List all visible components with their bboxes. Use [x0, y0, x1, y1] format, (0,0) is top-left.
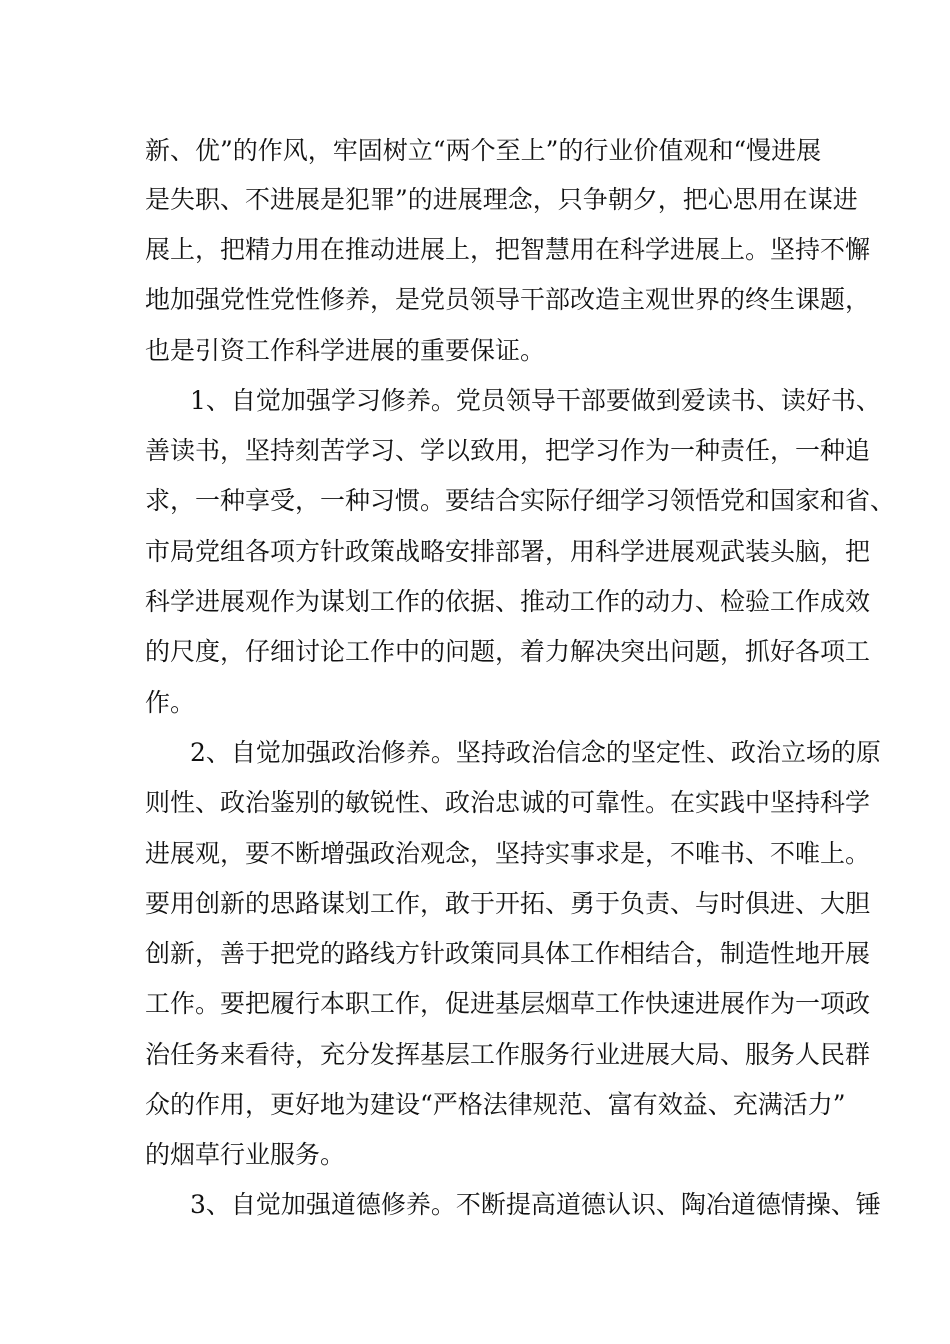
text-line: 要用创新的思路谋划工作，敢于开拓、勇于负责、与时俱进、大胆 [145, 889, 871, 918]
text-line: 众的作用，更好地为建设“严格法律规范、富有效益、充满活力” [145, 1090, 846, 1119]
text-line: 2、自觉加强政治修养。坚持政治信念的坚定性、政治立场的原 [190, 738, 881, 767]
text-line: 的尺度，仔细讨论工作中的问题，着力解决突出问题，抓好各项工 [145, 637, 871, 666]
text-line: 创新，善于把党的路线方针政策同具体工作相结合，制造性地开展 [145, 939, 871, 968]
text-line: 展上，把精力用在推动进展上，把智慧用在科学进展上。坚持不懈 [145, 235, 871, 264]
text-line: 治任务来看待，充分发挥基层工作服务行业进展大局、服务人民群 [145, 1040, 871, 1069]
text-line: 求，一种享受，一种习惯。要结合实际仔细学习领悟党和国家和省、 [145, 486, 896, 515]
text-line: 是失职、不进展是犯罪”的进展理念，只争朝夕，把心思用在谋进 [145, 185, 858, 214]
text-line: 新、优”的作风，牢固树立“两个至上”的行业价值观和“慢进展 [145, 136, 822, 165]
text-line: 善读书，坚持刻苦学习、学以致用，把学习作为一种责任，一种追 [145, 436, 871, 465]
text-line: 进展观，要不断增强政治观念，坚持实事求是，不唯书、不唯上。 [145, 839, 871, 868]
text-line: 也是引资工作科学进展的重要保证。 [145, 336, 546, 365]
text-line: 的烟草行业服务。 [145, 1140, 346, 1169]
text-line: 1、自觉加强学习修养。党员领导干部要做到爱读书、读好书、 [190, 386, 881, 415]
text-line: 则性、政治鉴别的敏锐性、政治忠诚的可靠性。在实践中坚持科学 [145, 788, 871, 817]
text-line: 市局党组各项方针政策战略安排部署，用科学进展观武装头脑，把 [145, 537, 871, 566]
text-line: 3、自觉加强道德修养。不断提高道德认识、陶冶道德情操、锤 [190, 1190, 881, 1219]
text-line: 作。 [145, 688, 196, 717]
text-line: 工作。要把履行本职工作，促进基层烟草工作快速进展作为一项政 [145, 989, 871, 1018]
text-line: 科学进展观作为谋划工作的依据、推动工作的动力、检验工作成效 [145, 587, 871, 616]
text-line: 地加强党性党性修养，是党员领导干部改造主观世界的终生课题， [145, 285, 871, 314]
